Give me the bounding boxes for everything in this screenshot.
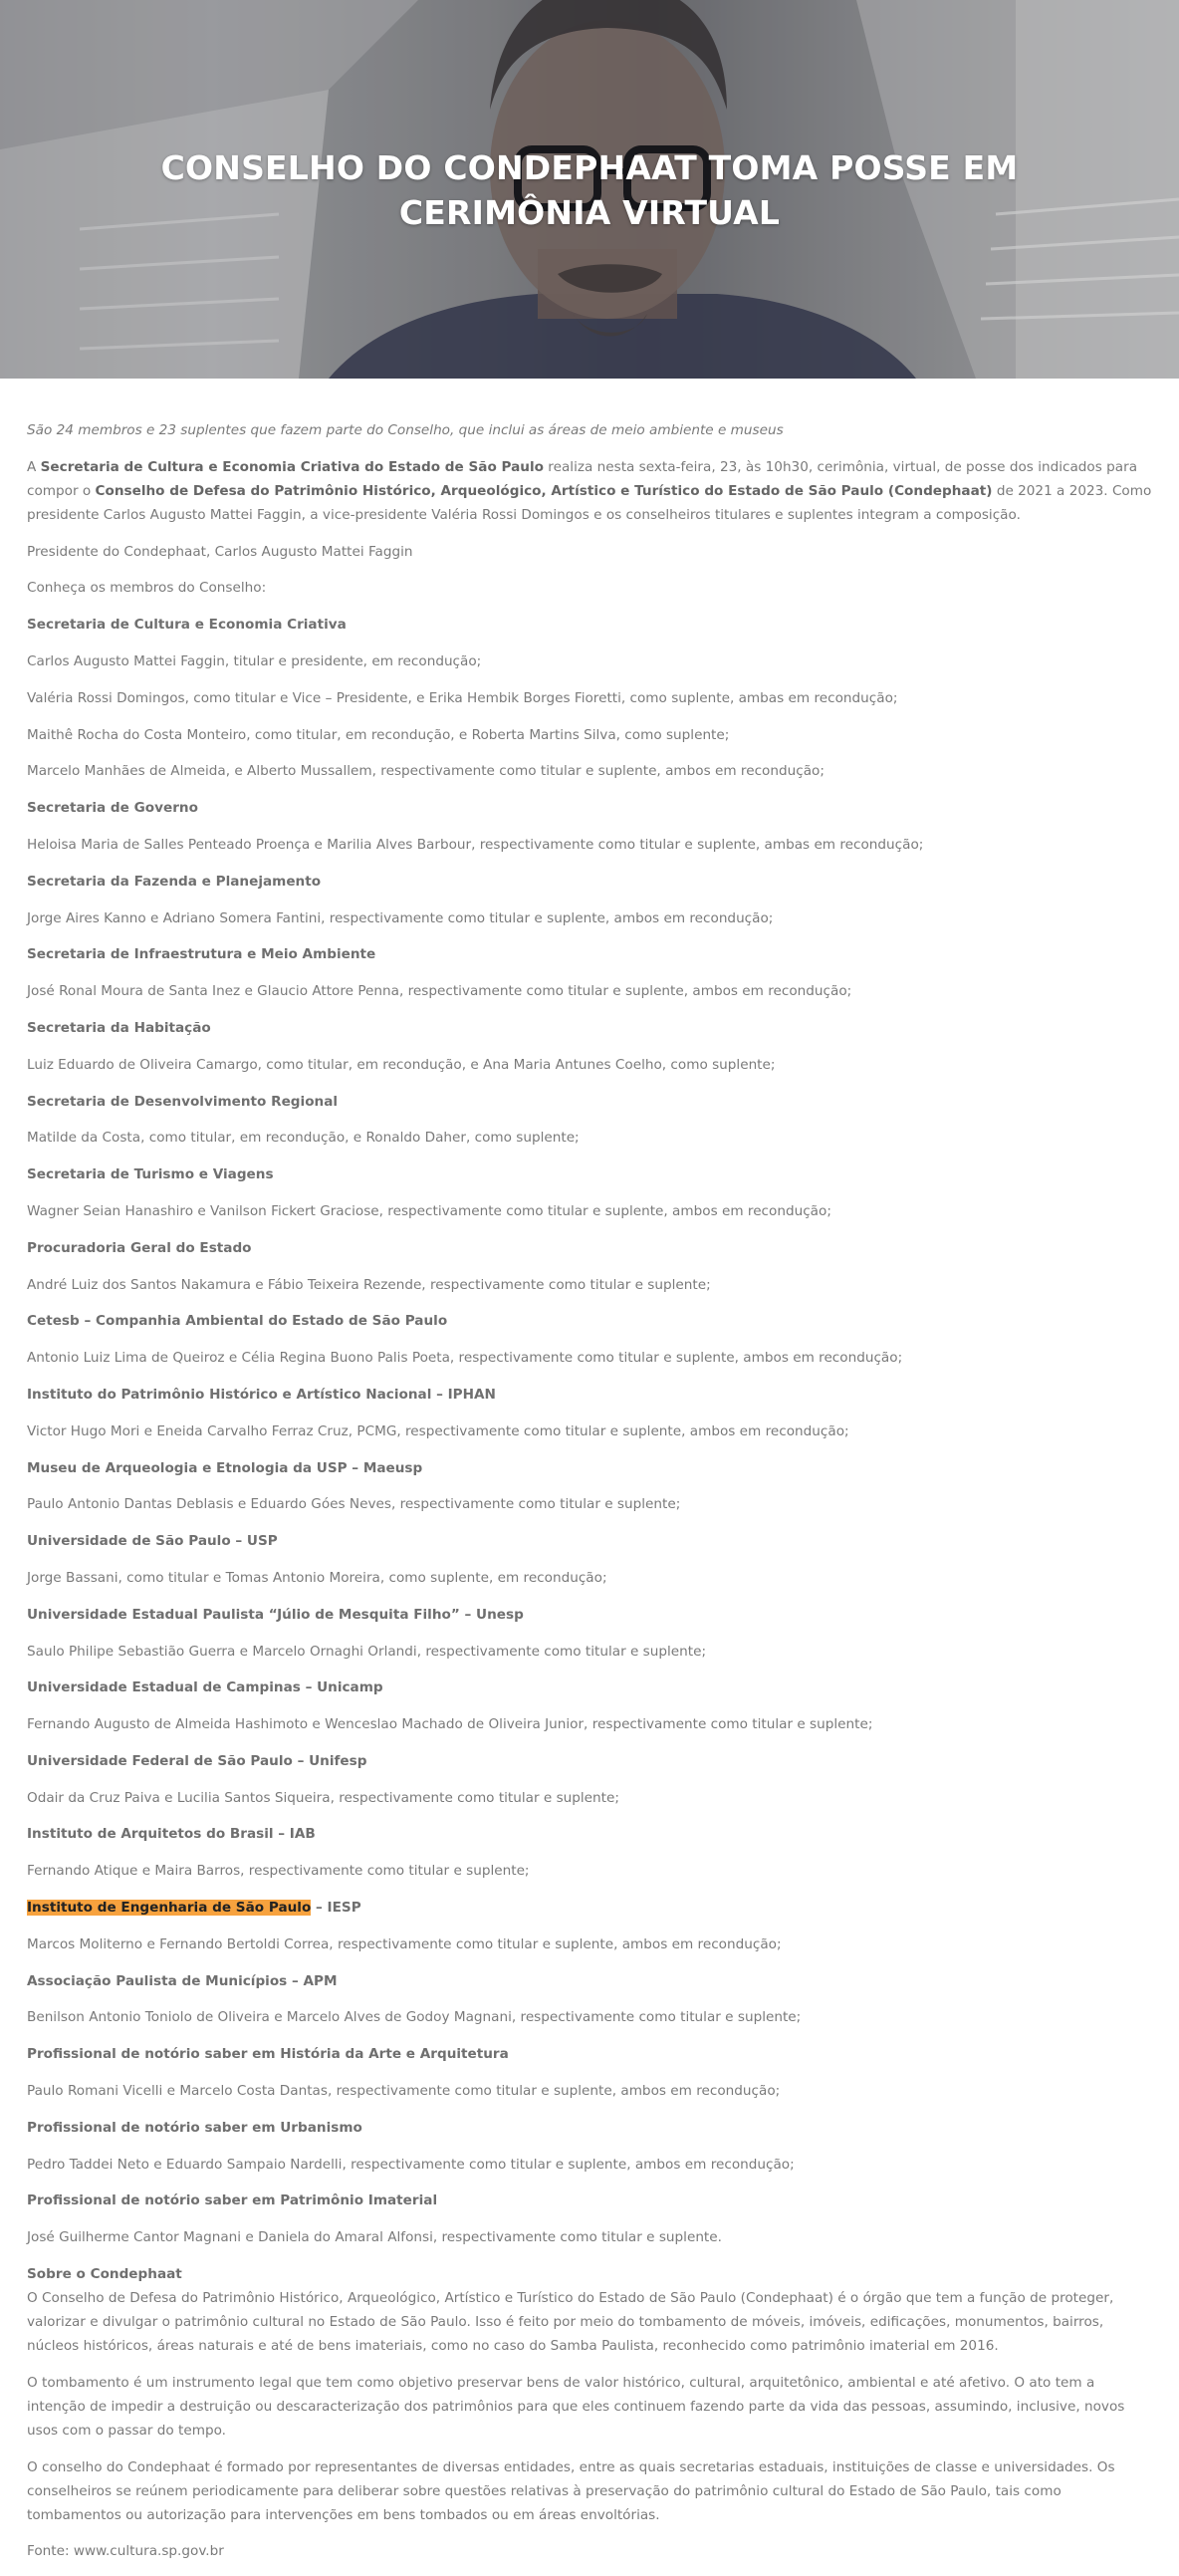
article-body — [27, 418, 1152, 2576]
member-line: Antonio Luiz Lima de Queiroz e Célia Regina Buono Palis Poeta, respectivamente como titular e suplente, ambos em recondução; — [27, 1350, 903, 1367]
hero-banner — [0, 0, 1179, 379]
org-heading: Universidade Estadual Paulista “Júlio de Mesquita Filho” – Unesp — [27, 1606, 524, 1623]
org-heading: Secretaria de Desenvolvimento Regional — [27, 1093, 339, 1110]
org-heading: Secretaria de Governo — [27, 800, 198, 817]
member-line: André Luiz dos Santos Nakamura e Fábio Teixeira Rezende, respectivamente como titular e suplente; — [27, 1276, 711, 1293]
intro-bold-conselho: Conselho de Defesa do Patrimônio Histórico, Arqueológico, Artístico e Turístico do Estado de São Paulo (Condephaat) — [95, 482, 993, 499]
source-line: Fonte: www.cultura.sp.gov.br — [27, 2543, 224, 2560]
member-line: Jorge Aires Kanno e Adriano Somera Fantini, respectivamente como titular e suplente, ambos em recondução; — [27, 909, 774, 926]
member-line: Marcelo Manhães de Almeida, e Alberto Mussallem, respectivamente como titular e suplente, ambos em recondução; — [27, 763, 825, 780]
org-heading-suffix: – IESP — [311, 1900, 361, 1917]
member-line: Wagner Seian Hanashiro e Vanilson Fickert Graciose, respectivamente como titular e suplente, ambos em recondução; — [27, 1202, 831, 1219]
org-heading: Instituto de Arquitetos do Brasil – IAB — [27, 1826, 316, 1843]
member-line: Fernando Atique e Maira Barros, respectivamente como titular e suplente; — [27, 1863, 530, 1880]
member-line: Luiz Eduardo de Oliveira Camargo, como titular, em recondução, e Ana Maria Antunes Coelho, como suplente; — [27, 1056, 776, 1073]
member-line: Matilde da Costa, como titular, em recondução, e Ronaldo Daher, como suplente; — [27, 1130, 580, 1147]
org-heading: Universidade Estadual de Campinas – Unicamp — [27, 1679, 383, 1696]
intro-text-1: A — [27, 458, 41, 475]
member-line: Marcos Moliterno e Fernando Bertoldi Correa, respectivamente como titular e suplente, ambos em recondução; — [27, 1935, 782, 1952]
org-heading: Universidade de São Paulo – USP — [27, 1533, 278, 1550]
intro-text-3: de 2021 a 2023. Como presidente Carlos Augusto Mattei Faggin, a vice-presidente Valéria Rossi Domingos e os conselheiros titulares e suplentes integram a composição. — [27, 482, 1152, 523]
highlighted-text: Instituto de Engenharia de São Paulo — [27, 1900, 312, 1917]
org-heading-highlighted — [27, 1896, 1152, 1920]
org-heading: Profissional de notório saber em Urbanismo — [27, 2119, 362, 2136]
members-intro: Conheça os membros do Conselho: — [27, 580, 267, 597]
member-line: Fernando Augusto de Almeida Hashimoto e Wenceslao Machado de Oliveira Junior, respectivamente como titular e suplente; — [27, 1716, 873, 1733]
org-heading: Secretaria da Habitação — [27, 1019, 211, 1036]
member-line: Jorge Bassani, como titular e Tomas Antonio Moreira, como suplente, em recondução; — [27, 1569, 607, 1586]
about-section — [27, 2262, 1152, 2358]
org-heading: Cetesb – Companhia Ambiental do Estado de São Paulo — [27, 1313, 448, 1330]
org-heading: Associação Paulista de Municípios – APM — [27, 1972, 338, 1989]
about-paragraph: O conselho do Condephaat é formado por representantes de diversas entidades, entre as quais secretarias estaduais, instituições de classe e universidades. Os conselheiros se reúnem periodicamente para deliberar sobre questões relativas à preservação do patrimônio cultural do Estado de São Paulo, tais como tombamentos ou autorização para intervenções em bens tombados ou em áreas envoltórias. — [27, 2458, 1115, 2523]
org-heading: Secretaria de Cultura e Economia Criativa — [27, 617, 347, 634]
intro-text-2: realiza nesta sexta-feira, 23, às 10h30, cerimônia, virtual, de posse dos indicados para compor o — [27, 458, 1138, 499]
member-line: Paulo Romani Vicelli e Marcelo Costa Dantas, respectivamente como titular e suplente, ambos em recondução; — [27, 2083, 781, 2100]
org-heading: Secretaria de Turismo e Viagens — [27, 1166, 274, 1183]
member-line: Paulo Antonio Dantas Deblasis e Eduardo Góes Neves, respectivamente como titular e suplente; — [27, 1496, 681, 1513]
member-line: Benilson Antonio Toniolo de Oliveira e Marcelo Alves de Godoy Magnani, respectivamente como titular e suplente; — [27, 2009, 802, 2026]
org-heading: Secretaria da Fazenda e Planejamento — [27, 873, 322, 890]
org-heading: Profissional de notório saber em História da Arte e Arquitetura — [27, 2046, 509, 2063]
org-heading: Universidade Federal de São Paulo – Unifesp — [27, 1752, 367, 1769]
member-line: Heloisa Maria de Salles Penteado Proença e Marilia Alves Barbour, respectivamente como titular e suplente, ambas em recondução; — [27, 836, 924, 853]
member-line: José Guilherme Cantor Magnani e Daniela do Amaral Alfonsi, respectivamente como titular e suplente. — [27, 2229, 722, 2246]
page-title: CONSELHO DO CONDEPHAAT TOMA POSSE EM CERIMÔNIA VIRTUAL — [160, 148, 1019, 233]
about-title: Sobre o Condephaat — [27, 2266, 182, 2283]
intro-bold-secretaria: Secretaria de Cultura e Economia Criativa do Estado de São Paulo — [40, 458, 544, 475]
member-line: Saulo Philipe Sebastião Guerra e Marcelo Ornaghi Orlandi, respectivamente como titular e suplente; — [27, 1643, 707, 1660]
org-heading: Museu de Arqueologia e Etnologia da USP – Maeusp — [27, 1459, 423, 1476]
member-line: Victor Hugo Mori e Eneida Carvalho Ferraz Cruz, PCMG, respectivamente como titular e suplente, ambos em recondução; — [27, 1422, 849, 1439]
president-line: Presidente do Condephaat, Carlos Augusto Mattei Faggin — [27, 543, 413, 560]
about-paragraph: O tombamento é um instrumento legal que tem como objetivo preservar bens de valor histórico, cultural, arquitetônico, ambiental e até afetivo. O ato tem a intenção de impedir a destruição ou descaracterização dos patrimônios para que eles continuem fazendo parte da vida das pessoas, assumindo, inclusive, novos usos com o passar do tempo. — [27, 2374, 1125, 2439]
org-heading: Instituto do Patrimônio Histórico e Artístico Nacional – IPHAN — [27, 1386, 496, 1403]
member-line: Carlos Augusto Mattei Faggin, titular e presidente, em recondução; — [27, 652, 482, 669]
member-line: Maithê Rocha do Costa Monteiro, como titular, em recondução, e Roberta Martins Silva, como suplente; — [27, 726, 730, 743]
org-heading: Profissional de notório saber em Patrimônio Imaterial — [27, 2192, 438, 2209]
member-line: Odair da Cruz Paiva e Lucilia Santos Siqueira, respectivamente como titular e suplente; — [27, 1789, 619, 1806]
org-heading: Procuradoria Geral do Estado — [27, 1239, 252, 1256]
member-line: Valéria Rossi Domingos, como titular e Vice – Presidente, e Erika Hembik Borges Fioretti, como suplente, ambas em recondução; — [27, 689, 898, 706]
article-lead: São 24 membros e 23 suplentes que fazem parte do Conselho, que inclui as áreas de meio ambiente e museus — [27, 422, 784, 438]
org-heading: Secretaria de Infraestrutura e Meio Ambiente — [27, 946, 376, 963]
about-paragraph: O Conselho de Defesa do Patrimônio Histórico, Arqueológico, Artístico e Turístico do Estado de São Paulo (Condephaat) é o órgão que tem a função de proteger, valorizar e divulgar o patrimônio cultural no Estado de São Paulo. Isso é feito por meio do tombamento de móveis, imóveis, edificações, monumentos, bairros, núcleos históricos, áreas naturais e até de bens imateriais, como no caso do Samba Paulista, reconhecido como patrimônio imaterial em 2016. — [27, 2290, 1114, 2355]
member-line: José Ronal Moura de Santa Inez e Glaucio Attore Penna, respectivamente como titular e suplente, ambos em recondução; — [27, 983, 852, 1000]
article-intro — [27, 455, 1152, 527]
member-line: Pedro Taddei Neto e Eduardo Sampaio Nardelli, respectivamente como titular e suplente, ambos em recondução; — [27, 2156, 795, 2173]
